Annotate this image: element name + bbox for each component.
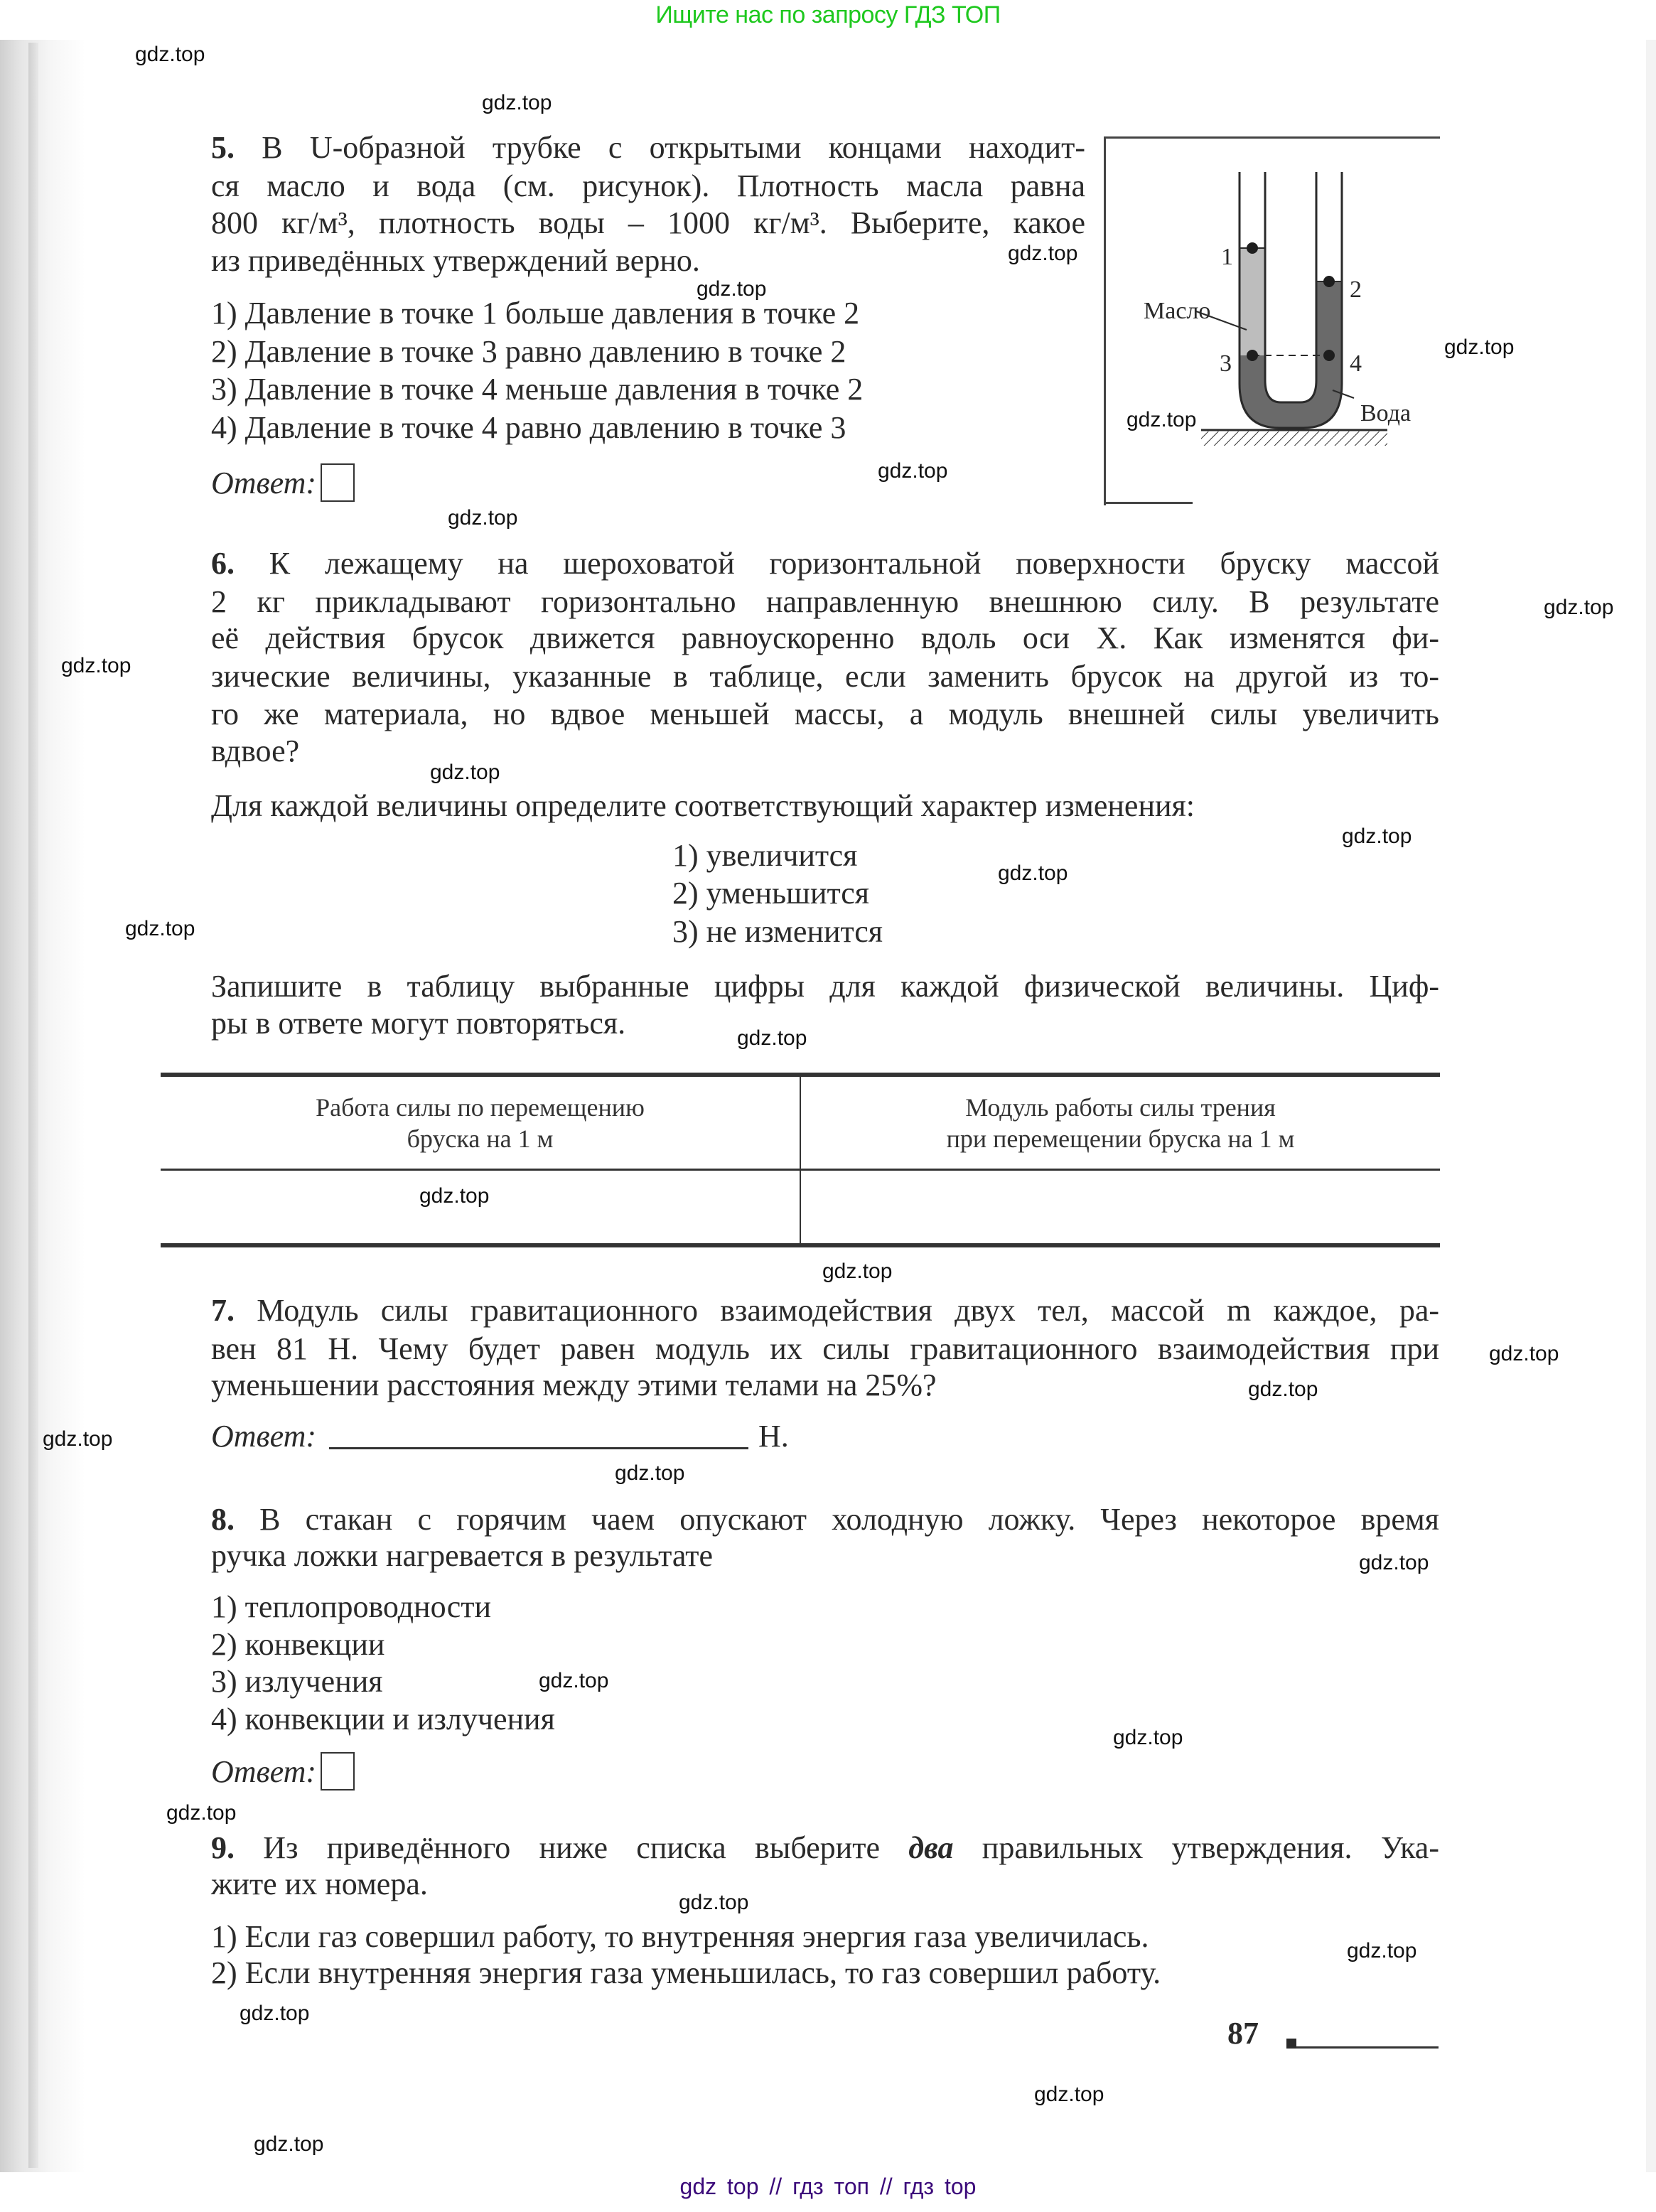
answer-label: Ответ: <box>211 466 317 500</box>
problem-6-instruction: Для каждой величины определите соответствующий характер изменения: <box>211 788 1195 823</box>
problem-5-line-2: ся масло и вода (см. рисунок). Плотность масла равна <box>211 168 1085 203</box>
watermark: gdz.top <box>822 1260 893 1283</box>
emphasis-two: два <box>908 1830 954 1865</box>
header-line: при перемещении бруска на 1 м <box>946 1124 1295 1153</box>
problem-text: Из приведённого ниже списка выберите <box>263 1830 909 1865</box>
watermark: gdz.top <box>1544 596 1614 619</box>
page-number: 87 <box>1227 2016 1259 2051</box>
problem-9-option-2: 2) Если внутренняя энергия газа уменьшилась, то газ совершил работу. <box>211 1955 1161 1990</box>
page-number-marker <box>1286 2039 1296 2049</box>
watermark: gdz.top <box>878 459 948 483</box>
problem-number: 6. <box>211 546 235 581</box>
problem-7-line-1 <box>211 1292 1439 1329</box>
problem-6-line-5: го же материала, но вдвое меньшей массы, а модуль внешней силы увеличить <box>211 697 1439 731</box>
watermark: gdz.top <box>1034 2083 1104 2106</box>
problem-9-line-1 <box>211 1830 1439 1867</box>
choice-decrease: 2) уменьшится <box>672 876 870 911</box>
problem-text: В стакан с горячим чаем опускают холодную ложку. Через некоторое время <box>259 1502 1440 1537</box>
table-header-row <box>161 1075 1440 1170</box>
watermark: gdz.top <box>43 1427 113 1451</box>
watermark: gdz.top <box>482 91 552 114</box>
top-banner <box>0 0 1656 37</box>
watermark: gdz.top <box>539 1669 609 1692</box>
banner-text: Ищите нас по запросу ГДЗ ТОП <box>655 1 1001 28</box>
problem-8-line-1 <box>211 1501 1439 1538</box>
watermark: gdz.top <box>1008 242 1078 265</box>
problem-5-option-2: 2) Давление в точке 3 равно давлению в точке 2 <box>211 334 846 369</box>
watermark: gdz.top <box>135 43 205 66</box>
choice-increase: 1) увеличится <box>672 838 858 873</box>
problem-8-option-4: 4) конвекции и излучения <box>211 1702 555 1736</box>
problem-5-line-4: из приведённых утверждений верно. <box>211 243 700 278</box>
table-header-friction-work <box>800 1075 1440 1170</box>
problem-5-line-1 <box>211 129 1085 166</box>
figure-water-label: Вода <box>1360 400 1412 426</box>
watermark: gdz.top <box>430 761 500 784</box>
problem-6-line-4: зические величины, указанные в таблице, если заменить брусок на другой из то- <box>211 659 1439 694</box>
watermark: gdz.top <box>1347 1939 1417 1963</box>
watermark: gdz.top <box>240 2002 310 2025</box>
problem-5-option-4: 4) Давление в точке 4 равно давлению в точке 3 <box>211 410 846 445</box>
figure-oil-label: Масло <box>1144 298 1211 324</box>
u-tube-figure <box>1066 121 1464 519</box>
choice-no-change: 3) не изменится <box>672 914 883 949</box>
answer-unit: Н. <box>758 1419 789 1454</box>
page-number-rule <box>1296 2046 1439 2049</box>
table-header-work <box>161 1075 800 1170</box>
problem-9-option-1: 1) Если газ совершил работу, то внутренняя энергия газа увеличилась. <box>211 1919 1149 1954</box>
problem-text: В U-образной трубке с открытыми концами находит- <box>262 130 1085 165</box>
watermark: gdz.top <box>1444 335 1515 359</box>
figure-point-3-label: 3 <box>1220 350 1232 377</box>
problem-8-line-2: ручка ложки нагревается в результате <box>211 1538 714 1573</box>
watermark: gdz.top <box>737 1026 807 1050</box>
problem-8-answer <box>211 1752 355 1790</box>
watermark: gdz.top <box>1489 1342 1559 1365</box>
problem-6-line-1 <box>211 545 1439 582</box>
header-line: Работа силы по перемещению <box>316 1092 645 1122</box>
page-edge <box>28 43 38 2168</box>
problem-text: К лежащему на шероховатой горизонтальной поверхности бруску массой <box>269 546 1439 581</box>
problem-5-answer <box>211 463 355 502</box>
answer-label: Ответ: <box>211 1419 317 1454</box>
problem-text: правильных утверждения. Ука- <box>953 1830 1439 1865</box>
watermark: gdz.top <box>61 654 131 677</box>
problem-text: Модуль силы гравитационного взаимодействия двух тел, массой m каждое, ра- <box>257 1293 1440 1328</box>
problem-7-line-2: вен 81 Н. Чему будет равен модуль их силы гравитационного взаимодействия при <box>211 1331 1439 1366</box>
watermark: gdz.top <box>419 1184 490 1208</box>
figure-point-2-label: 2 <box>1350 276 1362 303</box>
table-answer-row <box>161 1170 1440 1246</box>
problem-8-option-2: 2) конвекции <box>211 1627 385 1662</box>
watermark: gdz.top <box>679 1891 749 1914</box>
watermark: gdz.top <box>1248 1378 1318 1401</box>
problem-6-line-3: её действия брусок движется равноускоренно вдоль оси X. Как изменятся фи- <box>211 621 1439 655</box>
answer-label: Ответ: <box>211 1754 317 1789</box>
problem-6-line-6: вдвое? <box>211 734 300 768</box>
problem-7-answer <box>211 1418 789 1455</box>
page-right-edge <box>1646 40 1656 2172</box>
watermark: gdz.top <box>697 277 767 301</box>
problem-5-option-1: 1) Давление в точке 1 больше давления в точке 2 <box>211 296 860 331</box>
answer-box[interactable] <box>321 1752 355 1790</box>
answer-box[interactable] <box>321 463 355 502</box>
header-line: бруска на 1 м <box>407 1124 554 1153</box>
answer-cell-friction-work[interactable] <box>800 1170 1440 1246</box>
watermark: gdz.top <box>166 1801 237 1825</box>
answer-table <box>161 1073 1440 1247</box>
problem-5-option-3: 3) Давление в точке 4 меньше давления в точке 2 <box>211 372 864 407</box>
watermark: gdz.top <box>1113 1726 1183 1749</box>
footer-links <box>0 2174 1656 2212</box>
figure-point-4-label: 4 <box>1350 350 1362 377</box>
watermark: gdz.top <box>1342 825 1412 848</box>
watermark: gdz.top <box>254 2132 324 2156</box>
answer-input-line[interactable] <box>329 1447 748 1449</box>
page-binding-shadow <box>0 40 85 2172</box>
problem-9-line-2: жите их номера. <box>211 1867 428 1901</box>
problem-6-line-2: 2 кг прикладывают горизонтально направленную внешнюю силу. В результате <box>211 584 1439 619</box>
footer-link-text[interactable]: gdz top // гдз топ // гдз top <box>679 2174 977 2199</box>
problem-7-line-3: уменьшении расстояния между этими телами на 25%? <box>211 1368 937 1402</box>
problem-8-option-1: 1) теплопроводности <box>211 1589 492 1624</box>
figure-point-1-label: 1 <box>1221 244 1233 270</box>
problem-8-option-3: 3) излучения <box>211 1664 383 1699</box>
table-instruction-line-2: ры в ответе могут повторяться. <box>211 1006 626 1041</box>
problem-5-line-3: 800 кг/м³, плотность воды – 1000 кг/м³. Выберите, какое <box>211 205 1085 240</box>
problem-number: 9. <box>211 1830 235 1865</box>
header-line: Модуль работы силы трения <box>965 1092 1276 1122</box>
watermark: gdz.top <box>125 917 195 940</box>
watermark: gdz.top <box>1359 1551 1429 1574</box>
watermark: gdz.top <box>615 1461 685 1485</box>
watermark: gdz.top <box>1127 408 1197 431</box>
problem-number: 7. <box>211 1293 235 1328</box>
problem-number: 5. <box>211 130 235 165</box>
watermark: gdz.top <box>448 506 518 530</box>
problem-number: 8. <box>211 1502 235 1537</box>
watermark: gdz.top <box>998 861 1068 885</box>
table-instruction-line-1: Запишите в таблицу выбранные цифры для каждой физической величины. Циф- <box>211 969 1439 1004</box>
